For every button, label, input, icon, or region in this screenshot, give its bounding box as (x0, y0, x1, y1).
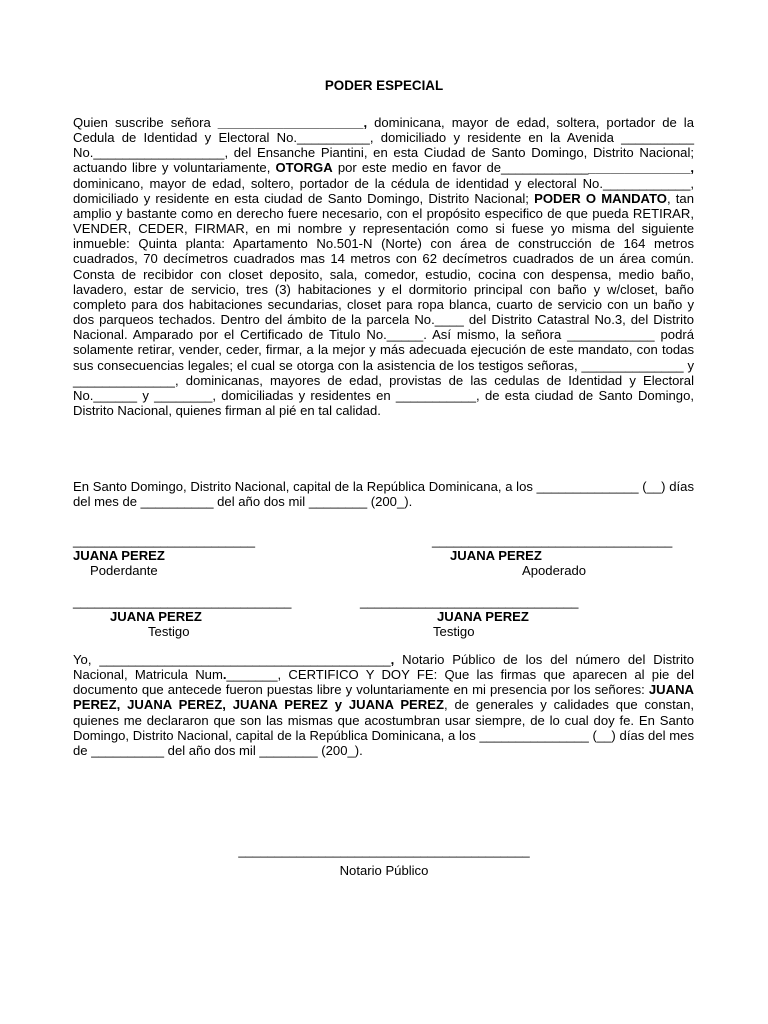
text-run: Quien suscribe señora (73, 115, 218, 130)
document-title: PODER ESPECIAL (324, 78, 444, 93)
signature-line: ______________________________ (360, 594, 579, 609)
text-run: , tan amplio y bastante como en derecho fuere necesario, con el propósito especifico de que pueda RETIRAR, VENDER, CEDER, FIRMAR, en mi nombre y representación como si fuese yo misma del siguiente inmueble: Quinta planta: Apartamento No.501-N (Norte) con área de construcción de 164 metros cuadrados, 70 decímetros cuadrados mas 14 metros con 62 decímetros cuadrados de un área común. Consta de recibidor con closet deposito, sala, comedor, estudio, cocina con despensa, medio baño, lavadero, estar de servicio, tres (3) habitaciones y el dormitorio principal con baño y w/closet, baño completo para dos habitaciones secundarias, closet para ropa blanca, cuarto de servicio con un baño y dos parqueos techados. Dentro del ámbito de la parcela No.____ del Distrito Catastral No.3, del Distrito Nacional. Amparado por el Certificado de Titulo No._____. Así mismo, la señora ____________ podrá solamente retirar, vender, ceder, firmar, a la mejor y más adecuada ejecución de este mandato, con todas sus consecuencias legales; el cual se otorga con la asistencia de los testigos señoras, ______________ y ______________, dominicanas, mayores de edad, provistas de las cedulas de Identidad y Electoral No.______ y ________, domiciliadas y residentes en ___________, de esta ciudad de Santo Domingo, Distrito Nacional, quienes firman al pié en tal calidad. (73, 190, 694, 418)
signature-block-testigo-2 (360, 594, 578, 639)
bold-text-run: , (390, 652, 395, 667)
signer-role: Testigo (148, 624, 190, 639)
bold-text-run: PODER O MANDATO (534, 190, 667, 206)
signature-line: ________________________________________ (238, 843, 530, 858)
bold-text-run: OTORGA (275, 160, 333, 176)
mandate-paragraph (73, 115, 694, 418)
signature-line: _________________________________ (432, 533, 673, 548)
signature-line: ______________________________ (73, 594, 292, 609)
bold-text-run: JUANA PEREZ, JUANA PEREZ, JUANA PEREZ y JUANA PEREZ (73, 682, 694, 713)
signer-role: Apoderado (522, 563, 587, 578)
bold-text-run: ______________, (588, 160, 694, 176)
signer-name: JUANA PEREZ (437, 609, 529, 624)
signature-block-testigo-1 (73, 594, 291, 639)
signature-block-poderdante (73, 533, 255, 578)
text-run: dominicana, mayor de edad, soltera, portador de la Cedula de Identidad y Electoral No.__________, domiciliado y residente en la Avenida __________ No.__________________, del Ensanche Piantini, en esta Ciudad de Santo Domingo, Distrito Nacional; actuando libre y voluntariamente, (73, 115, 694, 176)
notary-certification-paragraph (73, 652, 694, 758)
text-run: Notario Público de los del número del Distrito Nacional, Matricula Num (73, 652, 694, 683)
signer-role: Notario Público (339, 863, 429, 878)
signer-name: JUANA PEREZ (73, 548, 165, 563)
text-run: _______, CERTIFICO Y DOY FE: Que las firmas que aparecen al pie del documento que antecede fueron puestas libre y voluntariamente en mi presencia por los señores: (73, 667, 695, 698)
date-paragraph (73, 479, 694, 509)
bold-text-run: ____________________, (217, 115, 368, 130)
signature-block-notary (0, 843, 768, 878)
signer-role: Testigo (433, 624, 475, 639)
bold-text-run: . (222, 667, 227, 683)
signer-role: Poderdante (90, 563, 158, 578)
text-run: por este medio en favor de____________ (332, 160, 589, 176)
text-run: , de generales y calidades que constan, quienes me declararon que son las mismas que acostumbran usar siempre, de lo cual doy fe. En Santo Domingo, Distrito Nacional, capital de la República Dominicana, a los _______________ (__) días del mes de __________ del año dos mil ________ (200_). (73, 697, 694, 758)
text-run: dominicano, mayor de edad, soltero, portador de la cédula de identidad y electoral No.____________, domiciliado y residente en esta ciudad de Santo Domingo, Distrito Nacional; (73, 175, 694, 206)
signer-name: JUANA PEREZ (110, 609, 202, 624)
text-run: Yo, ________________________________________ (73, 652, 391, 667)
signer-name: JUANA PEREZ (450, 548, 542, 563)
text-run: En Santo Domingo, Distrito Nacional, capital de la República Dominicana, a los ______________ (__) días del mes de __________ del año dos mil ________ (200_). (73, 479, 694, 510)
signature-block-apoderado (432, 533, 694, 578)
signature-line: _________________________ (73, 533, 256, 548)
